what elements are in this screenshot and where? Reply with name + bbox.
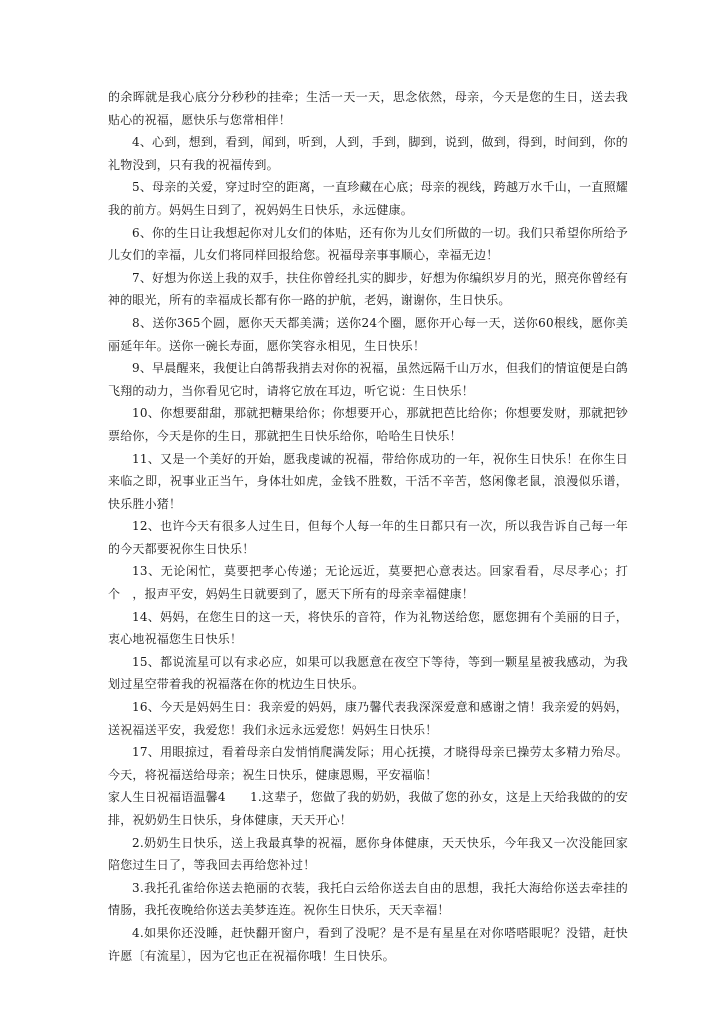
- paragraph-15: 15、都说流星可以有求必应，如果可以我愿意在夜空下等待，等到一颗星星被我感动，为我划过星空带着我的祝福落在你的枕边生日快乐。: [108, 654, 628, 692]
- document-page: [108, 86, 628, 967]
- tail-paragraph-2: 2.奶奶生日快乐，送上我最真挚的祝福，愿你身体健康，天天快乐，今年我又一次没能回家陪您过生日了，等我回去再给您补过！: [108, 835, 628, 873]
- section-first-item: 1.这辈子，您做了我的奶奶，我做了您的孙女，这是上天给我做的的安排，祝奶奶生日快乐，身体健康，天天开心！: [108, 790, 628, 827]
- paragraph-9: 9、早晨醒来，我便让白鸽帮我捎去对你的祝福，虽然远隔千山万水，但我们的情谊便是白鸽飞翔的动力，当你看见它时，请将它放在耳边，听它说：生日快乐！: [108, 361, 628, 398]
- paragraph-17: 17、用眼掠过，看着母亲白发悄悄爬满发际；用心抚摸，才晓得母亲已操劳太多精力殆尽。今天，将祝福送给母亲；祝生日快乐，健康恩赐，平安福临！: [108, 745, 628, 782]
- paragraph-7: 7、好想为你送上我的双手，扶住你曾经扎实的脚步，好想为你编织岁月的光，照亮你曾经有神的眼光，所有的幸福成长都有你一路的护航，老妈，谢谢你，生日快乐。: [108, 270, 628, 308]
- section-title: 家人生日祝福语温馨4: [108, 790, 226, 805]
- section-paragraph: [108, 786, 628, 831]
- paragraph-13: 13、无论闲忙，莫要把孝心传递；无论远近，莫要把心意表达。回家看看，尽尽孝心；打个 ，报声平安，妈妈生日就要到了，愿天下所有的母亲幸福健康！: [108, 564, 628, 602]
- paragraph-4: 4、心到，想到，看到，闻到，听到，人到，手到，脚到，说到，做到，得到，时间到，你的礼物没到，只有我的祝福传到。: [108, 135, 628, 172]
- paragraph-5: 5、母亲的关爱，穿过时空的距离，一直珍藏在心底；母亲的视线，跨越万水千山，一直照耀我的前方。妈妈生日到了，祝妈妈生日快乐，永远健康。: [108, 180, 628, 217]
- paragraph-10: 10、你想要甜甜，那就把糖果给你；你想要开心，那就把芭比给你；你想要发财，那就把钞票给你，今天是你的生日，那就把生日快乐给你，哈哈生日快乐！: [108, 406, 628, 443]
- paragraph-16: 16、今天是妈妈生日：我亲爱的妈妈，康乃馨代表我深深爱意和感谢之情！我亲爱的妈妈，送祝福送平安，我爱您！我们永远永远爱您！妈妈生日快乐！: [108, 700, 628, 737]
- paragraph-12: 12、也许今天有很多人过生日，但每个人每一年的生日都只有一次，所以我告诉自己每一年的今天都要祝你生日快乐！: [108, 519, 628, 556]
- paragraph-11: 11、又是一个美好的开始，愿我虔诚的祝福，带给你成功的一年，祝你生日快乐！在你生日来临之即，祝事业正当午，身体壮如虎，金钱不胜数，干活不辛苦，悠闲像老鼠，浪漫似乐谱，快乐胜小猪！: [108, 451, 628, 511]
- paragraph-6: 6、你的生日让我想起你对儿女们的体贴，还有你为儿女们所做的一切。我们只希望你所给予儿女们的幸福，儿女们将同样回报给您。祝福母亲事事顺心，幸福无边！: [108, 225, 628, 263]
- paragraph-8: 8、送你365个圆，愿你天天都美满；送你24个圈，愿你开心每一天，送你60根线，愿你美丽延年年。送你一碗长寿面，愿你笑容永相见，生日快乐！: [108, 315, 628, 353]
- tail-paragraph-3: 3.我托孔雀给你送去艳丽的衣装，我托白云给你送去自由的思想，我托大海给你送去牵挂的情肠，我托夜晚给你送去美梦连连。祝你生日快乐，天天幸福！: [108, 880, 628, 918]
- tail-paragraph-4: 4.如果你还没睡，赶快翻开窗户，看到了没呢？是不是有星星在对你嗒嗒眼呢？没错，赶快许愿〔有流星〕，因为它也正在祝福你哦！生日快乐。: [108, 925, 628, 963]
- paragraph-14: 14、妈妈，在您生日的这一天，将快乐的音符，作为礼物送给您，愿您拥有个美丽的日子，衷心地祝福您生日快乐！: [108, 609, 628, 647]
- paragraph-0: 的余晖就是我心底分分秒秒的挂牵；生活一天一天，思念依然，母亲，今天是您的生日，送去我贴心的祝福，愿快乐与您常相伴！: [108, 90, 628, 127]
